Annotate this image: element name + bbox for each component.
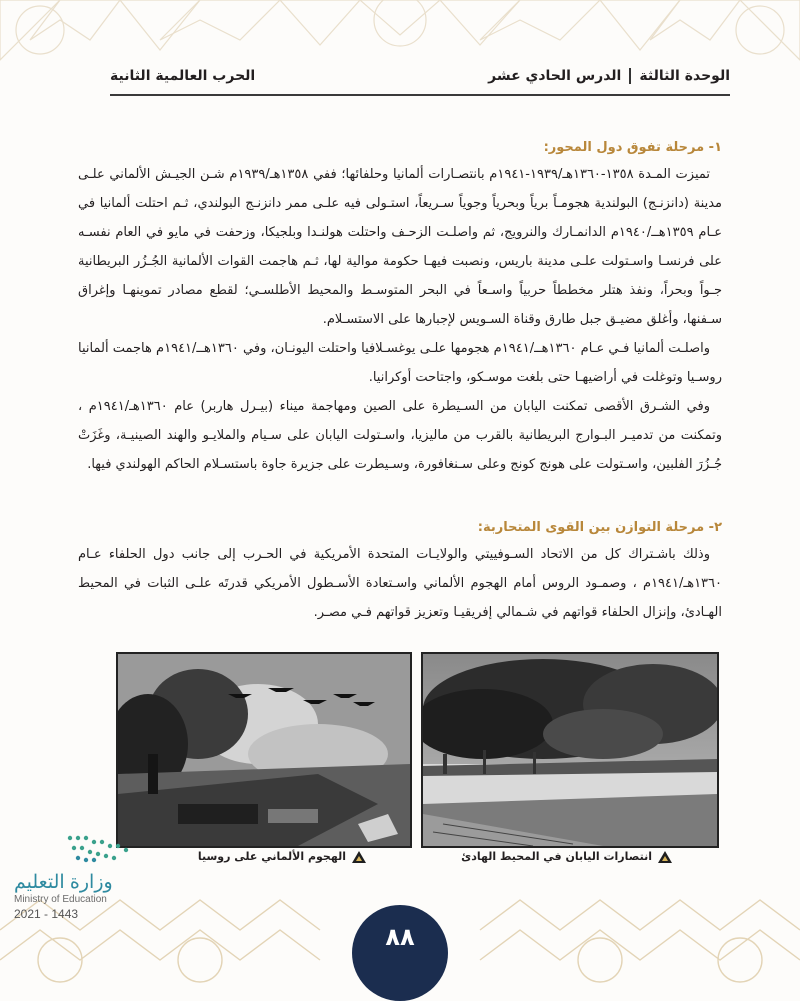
caption-triangle-icon	[658, 851, 672, 863]
header-unit: الوحدة الثالثة	[639, 68, 730, 84]
caption-triangle-icon	[352, 851, 366, 863]
section2-paragraph: وذلك باشـتراك كل من الاتحاد السـوفييتي والولايـات المتحدة الأمريكية في الحـرب إلى جانب دول الحلفاء عـام ١٣٦٠هـ/١٩٤١م ، وصمـود الروس أمام الهجوم الألماني واسـتعادة الأسـطول الأمريكي قدرتَه علـى الثبات في المحيط الهـادئ، وإنزال الحلفاء قواتهم في شـمالي إفريقيـا وتعزيز قواتهم فـي مصـر.	[78, 547, 722, 620]
header-title: الحرب العالمية الثانية	[110, 68, 256, 84]
section1-body	[78, 160, 722, 479]
section1-paragraph-3: وفي الشـرق الأقصى تمكنت اليابان من السـيطرة على الصين ومهاجمة ميناء (بيـرل هاربر) عام ١٣٦٠هـ/١٩٤١م ، وتمكنت من تدميـر البـوارج البريطانية بالقرب من ماليزيا، واسـتولت اليابان على سـيام والملايـو والهند الصينيـة، وغَزَتْ جُـزُرَ الفلبين، واسـتولت على هونج كونج وعلى سـنغافورة، وسـيطرت على جزيرة جاوة باستسـلام الحاكم الهولندي فيها.	[78, 399, 722, 472]
caption-pearl-harbor	[461, 850, 672, 863]
ministry-name-english: Ministry of Education	[14, 894, 107, 905]
ministry-year: 2021 - 1443	[14, 907, 79, 921]
header-separator	[629, 68, 631, 84]
caption-german-attack	[198, 850, 366, 863]
section1-paragraph-2: واصلـت ألمانيا فـي عـام ١٣٦٠هــ/١٩٤١م هجومها علـى يوغسـلافيا واحتلت اليونـان، وفي ١٣٦٠هــ/١٩٤١م هاجمت ألمانيا روسـيا وتوغلت في أراضيهـا حتى بلغت موسـكو، واجتاحت أوكرانيا.	[78, 341, 722, 385]
header-lesson: الدرس الحادي عشر	[488, 68, 622, 84]
header-breadcrumb	[488, 68, 730, 84]
ministry-logo	[14, 832, 134, 921]
caption-right-text: انتصارات اليابان في المحيط الهادئ	[461, 850, 652, 863]
section2-body	[78, 540, 722, 627]
photo-pearl-harbor	[421, 652, 719, 848]
section1-title: ١- مرحلة تفوق دول المحور:	[543, 140, 722, 155]
page-header	[110, 58, 730, 96]
page-number: ٨٨	[352, 905, 448, 1001]
photo-german-attack	[116, 652, 412, 848]
section2-title: ٢- مرحلة التوازن بين القوى المتحاربة:	[477, 520, 722, 535]
ministry-name-arabic: وزارة التعليم	[14, 872, 113, 893]
ministry-dots-icon	[64, 832, 134, 864]
section1-paragraph-1: تميزت المـدة ١٣٥٨-١٣٦٠هـ/١٩٣٩-١٩٤١م بانتصـارات ألمانيا وحلفائها؛ ففي ١٣٥٨هـ/١٩٣٩م شـن الجيـش الألماني علـى مدينة (دانزنـج) البولندية هجومـاً برياً وبحرياً وجوياً سـريعاً، استـولى فيه علـى ممر دانزنـج البولندي، ثـم احتلت ألمانيا في عـام ١٣٥٩هــ/١٩٤٠م الدانمـارك والنرويج، ثم واصلـت الزحـف واحتلت هولنـدا وبلجيكا، وزحفت في مايو في العام نفسـه على فرنسـا واسـتولت علـى مدينة باريس، ونصبت فيهـا حكومة موالية لها، ثـم هاجمت القوات الألمانية الجُـزُر البريطانية جـواً وبحراً، ونفذ هتلر مخططاً حربياً واسـعاً في البحر المتوسـط والمحيط الأطلسـي؛ لقطع مصادر تموينهـا وإغراق سـفنها، وأغلق مضيـق جبل طارق وقناة السـويس لإجبارها على الاستسـلام.	[78, 167, 722, 327]
caption-left-text: الهجوم الألماني على روسيا	[197, 850, 346, 863]
